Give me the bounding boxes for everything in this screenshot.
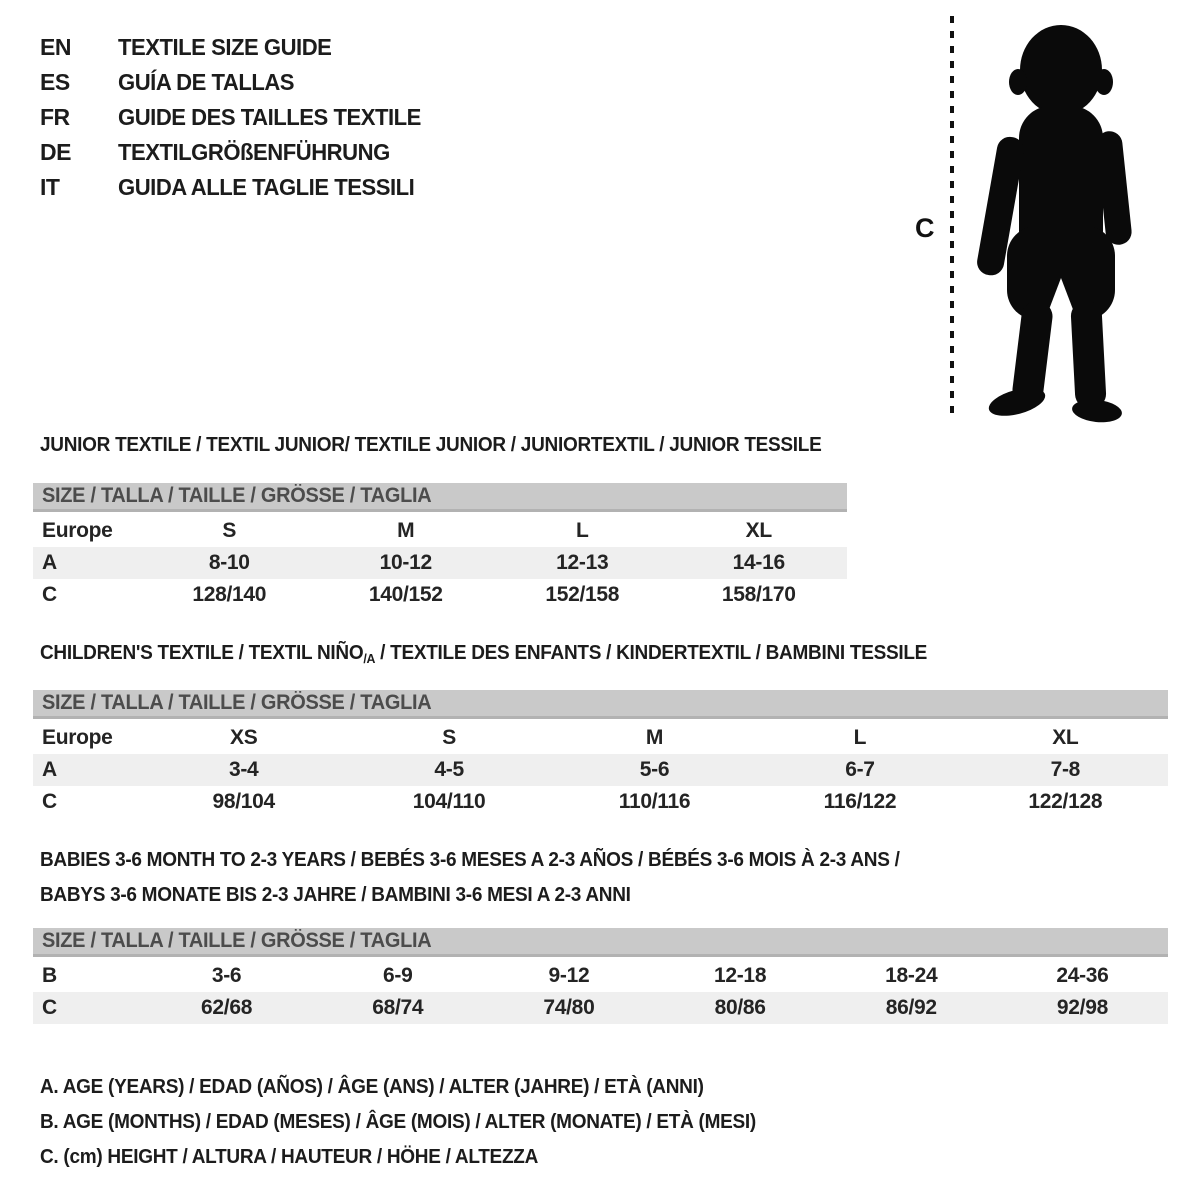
table-cell: 110/116 xyxy=(618,790,691,813)
size-header-label: SIZE / TALLA / TAILLE / GRÖSSE / TAGLIA xyxy=(42,691,432,714)
children-section-heading xyxy=(40,642,927,666)
table-cell: 6-7 xyxy=(845,758,875,781)
language-row-de xyxy=(40,135,434,170)
table-cell: 62/68 xyxy=(201,996,253,1019)
table-row xyxy=(33,960,1168,992)
table-cell: 152/158 xyxy=(545,583,620,606)
table-row xyxy=(33,722,1168,754)
language-code: ES xyxy=(40,69,70,95)
table-cell: S xyxy=(442,726,456,749)
table-cell: 7-8 xyxy=(1050,758,1081,781)
table-cell: 86/92 xyxy=(885,996,937,1019)
row-label: B xyxy=(42,964,57,987)
measurement-legend xyxy=(40,1070,794,1175)
table-row xyxy=(33,579,847,611)
table-cell: 9-12 xyxy=(548,964,590,987)
babies-section-heading xyxy=(40,843,900,913)
table-cell: S xyxy=(222,519,237,542)
table-cell: XL xyxy=(745,519,772,542)
table-cell: 128/140 xyxy=(192,583,267,606)
size-header-label: SIZE / TALLA / TAILLE / GRÖSSE / TAGLIA xyxy=(42,929,432,952)
table-cell: L xyxy=(853,726,867,749)
table-cell: 10-12 xyxy=(379,551,432,574)
table-cell: 8-10 xyxy=(208,551,250,574)
language-title: GUIDE DES TAILLES TEXTILE xyxy=(118,104,421,130)
children-heading-prefix: CHILDREN'S TEXTILE / TEXTIL NIÑO xyxy=(40,642,364,664)
table-cell: 12-13 xyxy=(556,551,609,574)
table-cell: 4-5 xyxy=(434,758,464,781)
table-row xyxy=(33,992,1168,1024)
table-cell: 3-6 xyxy=(211,964,242,987)
table-cell: 5-6 xyxy=(639,758,670,781)
children-heading-subscript: /A xyxy=(363,651,376,666)
size-header-label: SIZE / TALLA / TAILLE / GRÖSSE / TAGLIA xyxy=(42,484,432,507)
language-title: TEXTILGRÖßENFÜHRUNG xyxy=(118,139,390,165)
table-cell: 68/74 xyxy=(372,996,424,1019)
table-cell: 116/122 xyxy=(823,790,897,813)
language-row-en xyxy=(40,30,434,65)
table-cell: L xyxy=(575,519,589,542)
junior-section-heading: JUNIOR TEXTILE / TEXTIL JUNIOR/ TEXTILE JUNIOR / JUNIORTEXTIL / JUNIOR TESSILE xyxy=(40,434,822,456)
legend-line-a: A. AGE (YEARS) / EDAD (AÑOS) / ÂGE (ANS) / ALTER (JAHRE) / ETÀ (ANNI) xyxy=(40,1076,704,1098)
language-row-fr xyxy=(40,100,434,135)
language-code: DE xyxy=(40,139,71,165)
table-cell: XS xyxy=(229,726,258,749)
table-cell: 98/104 xyxy=(212,790,275,813)
row-label: C xyxy=(42,790,57,813)
size-header-bar xyxy=(33,690,1168,719)
table-cell: 104/110 xyxy=(412,790,486,813)
table-cell: 24-36 xyxy=(1056,964,1109,987)
table-cell: M xyxy=(397,519,415,542)
table-cell: XL xyxy=(1052,726,1079,749)
toddler-figure xyxy=(895,8,1155,426)
junior-table-body xyxy=(33,515,847,611)
legend-line-b: B. AGE (MONTHS) / EDAD (MESES) / ÂGE (MOIS) / ALTER (MONATE) / ETÀ (MESI) xyxy=(40,1111,756,1133)
children-heading-suffix: / TEXTILE DES ENFANTS / KINDERTEXTIL / BAMBINI TESSILE xyxy=(375,642,928,664)
toddler-silhouette xyxy=(975,25,1133,425)
table-row xyxy=(33,786,1168,818)
table-cell: 3-4 xyxy=(228,758,259,781)
row-label: Europe xyxy=(42,519,113,542)
language-title: GUIDA ALLE TAGLIE TESSILI xyxy=(118,174,415,200)
babies-heading-line1: BABIES 3-6 MONTH TO 2-3 YEARS / BEBÉS 3-6 MESES A 2-3 AÑOS / BÉBÉS 3-6 MOIS À 2-3 ANS / xyxy=(40,849,900,871)
children-table-body xyxy=(33,722,1168,818)
row-label: C xyxy=(42,583,57,606)
language-code: EN xyxy=(40,34,71,60)
babies-table-body xyxy=(33,960,1168,1024)
row-label: Europe xyxy=(42,726,113,749)
table-cell: 140/152 xyxy=(368,583,443,606)
children-size-table xyxy=(33,690,1168,818)
language-code: FR xyxy=(40,104,70,130)
table-cell: 122/128 xyxy=(1028,790,1103,813)
table-cell: 12-18 xyxy=(713,964,767,987)
table-row xyxy=(33,754,1168,786)
table-cell: 158/170 xyxy=(721,583,796,606)
language-title-block xyxy=(40,30,434,205)
language-row-it xyxy=(40,170,434,205)
table-row xyxy=(33,515,847,547)
table-cell: M xyxy=(645,726,664,749)
size-header-bar xyxy=(33,928,1168,957)
row-label: A xyxy=(42,551,57,574)
size-header-bar xyxy=(33,483,847,512)
table-cell: 74/80 xyxy=(543,996,595,1019)
language-title: TEXTILE SIZE GUIDE xyxy=(118,34,332,60)
table-row xyxy=(33,547,847,579)
row-label: C xyxy=(42,996,57,1019)
junior-size-table xyxy=(33,483,847,611)
legend-line-c: C. (cm) HEIGHT / ALTURA / HAUTEUR / HÖHE / ALTEZZA xyxy=(40,1146,539,1168)
language-code: IT xyxy=(40,174,60,200)
babies-heading-line2: BABYS 3-6 MONATE BIS 2-3 JAHRE / BAMBINI 3-6 MESI A 2-3 ANNI xyxy=(40,884,631,906)
babies-size-table xyxy=(33,928,1168,1024)
table-cell: 6-9 xyxy=(383,964,413,987)
height-measure-label: C xyxy=(915,213,935,243)
table-cell: 80/86 xyxy=(714,996,766,1019)
language-title: GUÍA DE TALLAS xyxy=(118,69,295,95)
language-row-es xyxy=(40,65,434,100)
row-label: A xyxy=(42,758,57,781)
table-cell: 18-24 xyxy=(885,964,938,987)
table-cell: 14-16 xyxy=(732,551,785,574)
table-cell: 92/98 xyxy=(1056,996,1108,1019)
